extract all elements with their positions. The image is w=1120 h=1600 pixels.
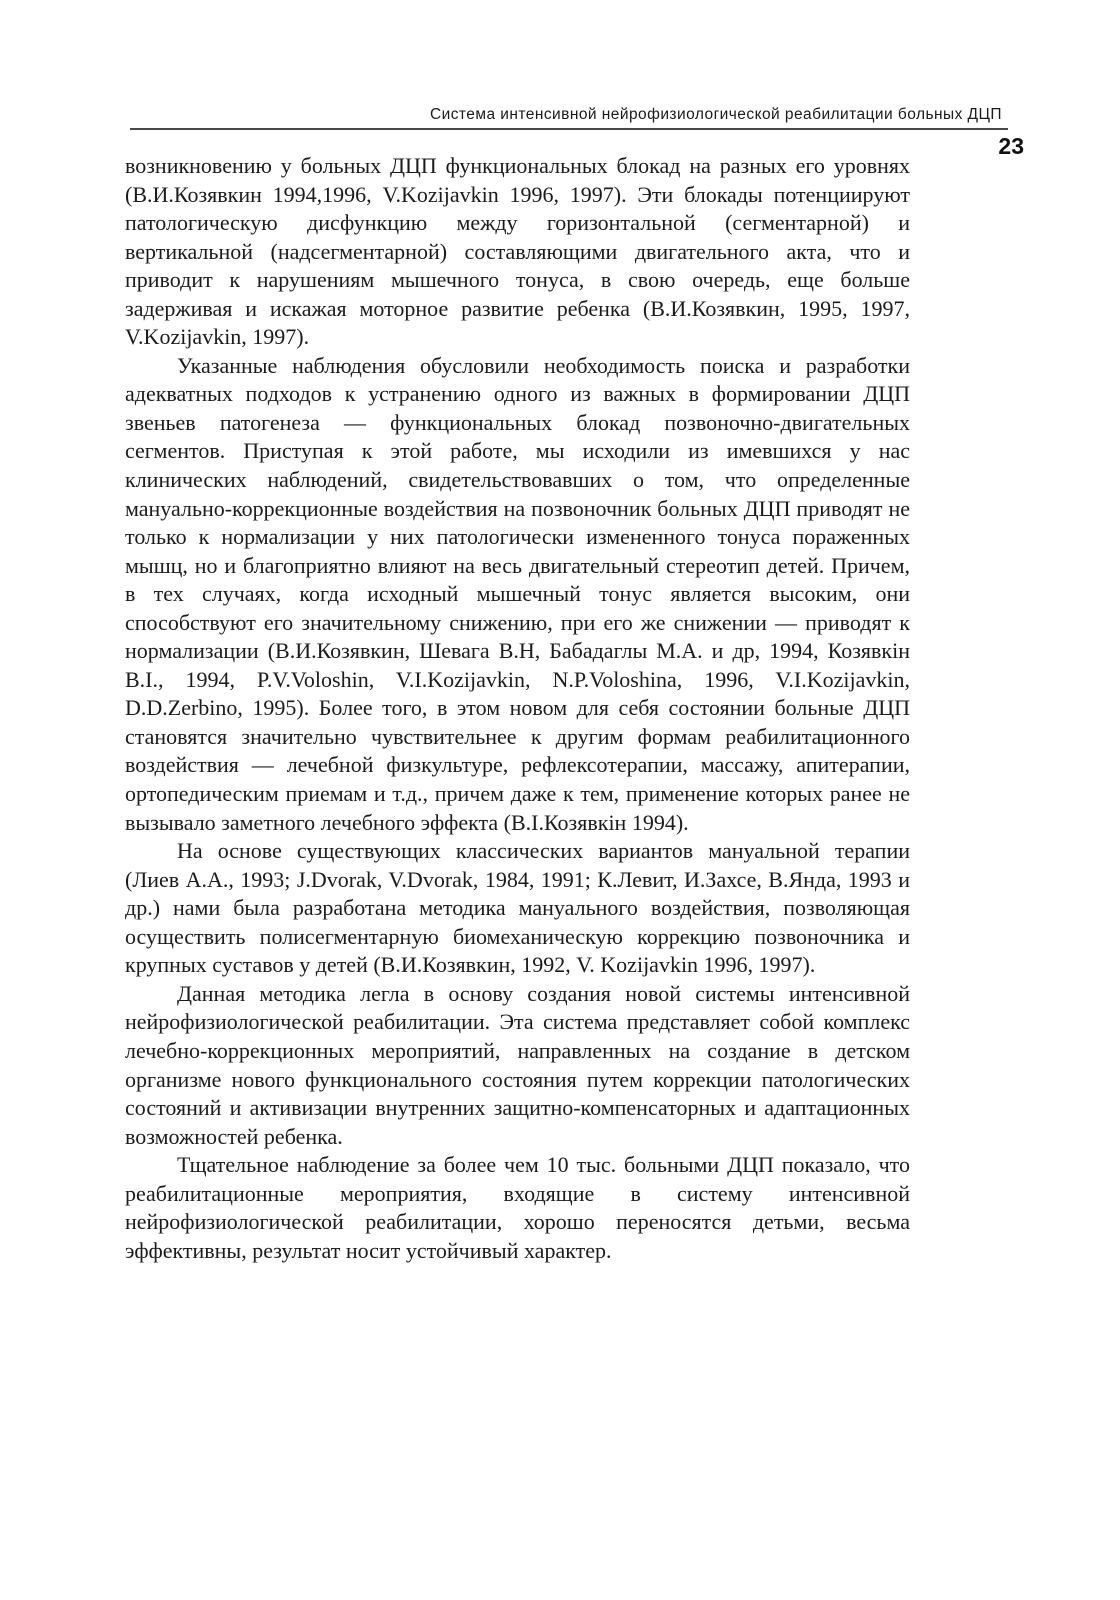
paragraph-continued: возникновению у больных ДЦП функциональных блокад на разных его уровнях (В.И.Козявкин 1994,1996, V.Kozijavkin 1996, 1997). Эти блокады потенциируют патологическую дисфункцию между горизонтальной (сегментарной) и вертикальной (надсегментарной) составляющими двигательного акта, что и приводит к нарушениям мышечного тонуса, в свою очередь, еще больше задерживая и искажая моторное развитие ребенка (В.И.Козявкин, 1995, 1997, V.Kozijavkin, 1997). <box>125 153 910 350</box>
paragraph: На основе существующих классических вариантов мануальной терапии (Лиев А.А., 1993; J.Dvorak, V.Dvorak, 1984, 1991; К.Левит, И.Захсе, В.Янда, 1993 и др.) нами была разработана методика мануального воздействия, позволяющая осуществить полисегментарную биомеханическую коррекцию позвоночника и крупных суставов у детей (В.И.Козявкин, 1992, V. Kozijavkin 1996, 1997). <box>125 838 910 978</box>
header-rule <box>130 128 1008 130</box>
page-number: 23 <box>998 133 1024 159</box>
paragraph: Указанные наблюдения обусловили необходимость поиска и разработки адекватных подходов к устранению одного из важных в формировании ДЦП звеньев патогенеза — функциональных блокад позвоночно-двигательных сегментов. Приступая к этой работе, мы исходили из имевшихся у нас клинических наблюдений, свидетельствовавших о том, что определенные мануально-коррекционные воздействия на позвоночник больных ДЦП приводят не только к нормализации у них патологически измененного тонуса пораженных мышц, но и благоприятно влияют на весь двигательный стереотип детей. Причем, в тех случаях, когда исходный мышечный тонус является высоким, они способствуют его значительному снижению, при его же снижении — приводят к нормализации (В.И.Козявкин, Шевага В.Н, Бабадаглы М.А. и др, 1994, Козявкін В.І., 1994, P.V.Voloshin, V.I.Kozijavkin, N.P.Voloshina, 1996, V.I.Kozijavkin, D.D.Zerbino, 1995). Более того, в этом новом для себя состоянии больные ДЦП становятся значительно чувствительнее к другим формам реабилитационного воздействия — лечебной физкультуре, рефлексотерапии, массажу, апитерапии, ортопедическим приемам и т.д., причем даже к тем, применение которых ранее не вызывало заметного лечебного эффекта (В.І.Козявкін 1994). <box>125 352 910 835</box>
body-text <box>125 152 910 1265</box>
paragraph: Тщательное наблюдение за более чем 10 тыс. больными ДЦП показало, что реабилитационные мероприятия, входящие в систему интенсивной нейрофизиологической реабилитации, хорошо переносятся детьми, весьма эффективны, результат носит устойчивый характер. <box>125 1152 910 1263</box>
running-header-title: Система интенсивной нейрофизиологической реабилитации больных ДЦП <box>429 106 1002 123</box>
paragraph: Данная методика легла в основу создания новой системы интенсивной нейрофизиологической реабилитации. Эта система представляет собой комплекс лечебно-коррекционных мероприятий, направленных на создание в детском организме нового функционального состояния путем коррекции патологических состояний и активизации внутренних защитно-компенсаторных и адаптационных возможностей ребенка. <box>125 980 910 1149</box>
